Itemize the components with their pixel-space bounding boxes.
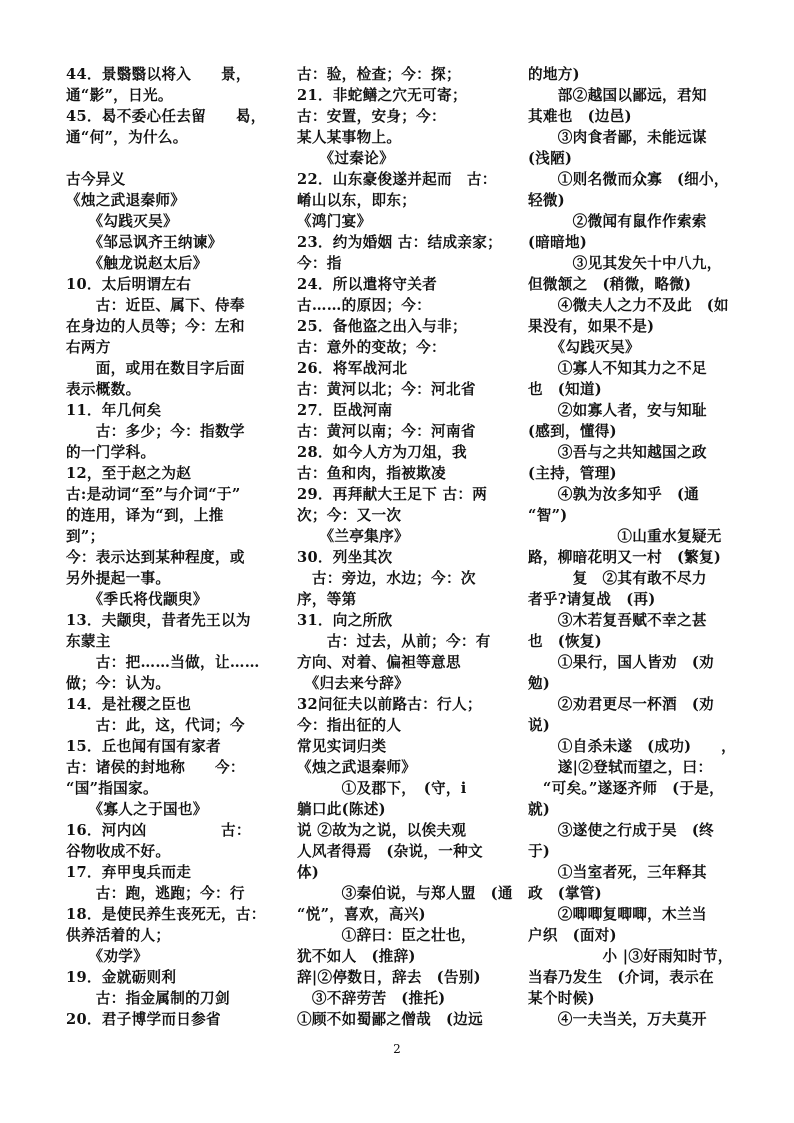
text-line: ①果行，国人皆劝 (劝 <box>528 654 714 671</box>
text-line: 通“影”，日光。 <box>66 87 173 104</box>
text-line: 古今异义 <box>66 171 126 188</box>
text-line: ②微闻有鼠作作索索 <box>528 213 707 230</box>
text-line: 《勾践灭吴》 <box>528 339 640 356</box>
text-line: 某个时候) <box>528 990 595 1007</box>
text-line: 人风者得焉 (杂说，一种文 <box>297 843 483 860</box>
text-line: 当春乃发生 (介词，表示在 <box>528 969 714 986</box>
text-line: 也 (知道) <box>528 381 602 398</box>
text-column-right <box>528 64 740 1030</box>
text-line: 古：意外的变故；今： <box>297 339 446 356</box>
text-line: 部②越国以鄙远，君知 <box>528 87 707 104</box>
text-line: ①当室者死，三年释其 <box>528 864 707 881</box>
text-line: 古：黄河以南；今：河南省 <box>297 423 476 440</box>
text-line: 《触龙说赵太后》 <box>66 255 208 272</box>
text-line: ④孰为汝多知乎 (通 <box>528 486 700 503</box>
text-line: 常见实词归类 <box>297 738 387 755</box>
text-line: 古：安置，安身；今： <box>297 108 446 125</box>
text-line: 的地方) <box>528 66 580 83</box>
text-line: 《邹忌讽齐王纳谏》 <box>66 234 223 251</box>
text-line: 说) <box>528 717 551 734</box>
text-line: 勉) <box>528 675 551 692</box>
text-line: 《兰亭集序》 <box>297 528 409 545</box>
text-line: 24．所以遣将守关者 <box>297 276 438 293</box>
text-line: 于) <box>528 843 551 860</box>
text-line: 就) <box>528 801 551 818</box>
text-line: 22．山东豪俊遂并起而 古： <box>297 171 497 188</box>
page-number: 2 <box>393 1042 401 1056</box>
text-line: ①自杀未遂 (成功) ， <box>528 738 737 755</box>
text-line: 31．向之所欣 <box>297 612 393 629</box>
text-line: 45．曷不委心任去留 曷， <box>66 108 266 125</box>
text-line: 但微颔之 (稍微，略微) <box>528 276 692 293</box>
text-line: (浅陋) <box>528 150 573 167</box>
text-line: 在身边的人员等；今：左和 <box>66 318 245 335</box>
text-line: 体) <box>297 864 320 881</box>
text-line: 今：指出征的人 <box>297 717 402 734</box>
text-line: 29．再拜献大王足下 古：两 <box>297 486 488 503</box>
text-line: 遂|②登轼而望之，曰： <box>528 759 713 776</box>
text-line: 古……的原因；今： <box>297 297 432 314</box>
text-line: 古：多少；今：指数学 <box>66 423 245 440</box>
text-line: 的一门学科。 <box>66 444 156 461</box>
text-line: 到”； <box>66 528 105 545</box>
text-line: 17．弃甲曳兵而走 <box>66 864 192 881</box>
text-column-left <box>66 64 276 1030</box>
text-line: 10．太后明谓左右 <box>66 276 192 293</box>
text-line: ③见其发矢十中八九， <box>528 255 722 272</box>
text-line <box>66 148 276 169</box>
text-line: 28．如今人方为刀俎，我 <box>297 444 467 461</box>
text-line: 古：鱼和肉，指被欺凌 <box>297 465 446 482</box>
text-line: 其难也 (边邑) <box>528 108 632 125</box>
text-line: 崤山以东，即东； <box>297 192 417 209</box>
text-line: 《归去来兮辞》 <box>297 675 409 692</box>
text-line: 做；今：认为。 <box>66 675 171 692</box>
text-line: 21．非蛇鳝之穴无可寄； <box>297 87 467 104</box>
text-line: 面，或用在数目字后面 <box>66 360 245 377</box>
text-line: 古：过去，从前；今：有 <box>297 633 491 650</box>
text-line: ③遂使之行成于吴 (终 <box>528 822 714 839</box>
text-line: 者乎?请复战 (再) <box>528 591 656 608</box>
text-line: ③肉食者鄙，未能远谋 <box>528 129 707 146</box>
text-line: 《寡人之于国也》 <box>66 801 208 818</box>
text-line: 11．年几何矣 <box>66 402 162 419</box>
text-line: ③秦伯说，与郑人盟 (通 <box>297 885 513 902</box>
text-line: ③木若复吾赋不幸之甚 <box>528 612 707 629</box>
text-line: ①顾不如蜀鄙之僧哉 (边远 <box>297 1011 483 1028</box>
text-line: 东蒙主 <box>66 633 111 650</box>
text-line: 《烛之武退秦师》 <box>66 192 186 209</box>
text-line: ②如寡人者，安与知耻 <box>528 402 707 419</box>
text-line: “悦”，喜欢，高兴) <box>297 906 426 923</box>
text-line: 右两方 <box>66 339 111 356</box>
text-line: 次；今：又一次 <box>297 507 402 524</box>
text-line: 27．臣战河南 <box>297 402 393 419</box>
text-line: “可矣。”遂逐齐师 (于是， <box>528 780 725 797</box>
text-line: 躺口此(陈述) <box>297 801 386 818</box>
text-line: 古：指金属制的刀剑 <box>66 990 230 1007</box>
text-line: 今：表示达到某种程度，或 <box>66 549 245 566</box>
text-line: 政 (掌管) <box>528 885 602 902</box>
text-line: 古：近臣、属下、侍奉 <box>66 297 245 314</box>
text-line: 古：诸侯的封地称 今： <box>66 759 245 776</box>
text-line: (主持，管理) <box>528 465 617 482</box>
text-line: ①寡人不知其力之不足 <box>528 360 707 377</box>
text-line: (感到，懂得) <box>528 423 617 440</box>
text-line: “智”) <box>528 507 568 524</box>
text-line: ④一夫当关，万夫莫开 <box>528 1011 707 1028</box>
text-line: 30．列坐其次 <box>297 549 393 566</box>
text-line: 小 |③好雨知时节， <box>528 948 733 965</box>
text-line: 说 ②故为之说，以俟夫观 <box>297 822 467 839</box>
text-line: 供养活着的人； <box>66 927 171 944</box>
text-line: 《烛之武退秦师》 <box>297 759 417 776</box>
text-line: 古：旁边，水边；今：次 <box>297 570 476 587</box>
text-line: 25．备他盗之出入与非； <box>297 318 467 335</box>
text-line: 复 ②其有敢不尽力 <box>528 570 707 587</box>
text-line: 16．河内凶 古： <box>66 822 251 839</box>
text-line: 古：跑，逃跑；今：行 <box>66 885 245 902</box>
text-line: 也 (恢复) <box>528 633 602 650</box>
text-line: ①及郡下， (守，i <box>297 780 467 797</box>
text-line: 14．是社稷之臣也 <box>66 696 192 713</box>
text-line: ①山重水复疑无 <box>528 528 722 545</box>
text-line: 轻微) <box>528 192 565 209</box>
text-line: 12，至于赵之为赵 <box>66 465 192 482</box>
text-line: 《勾践灭吴》 <box>66 213 178 230</box>
text-line: 13．夫颛臾，昔者先王以为 <box>66 612 251 629</box>
text-line: 《季氏将伐颛臾》 <box>66 591 208 608</box>
text-line: 古：验，检查；今：探； <box>297 66 461 83</box>
text-line: 18．是使民养生丧死无，古： <box>66 906 266 923</box>
text-line: 32问征夫以前路古：行人； <box>297 696 482 713</box>
text-line: ③吾与之共知越国之政 <box>528 444 707 461</box>
text-line: ④微夫人之力不及此 (如 <box>528 297 729 314</box>
text-line: 20．君子博学而日参省 <box>66 1011 221 1028</box>
text-line: ②唧唧复唧唧，木兰当 <box>528 906 707 923</box>
text-line: 19．金就砺则利 <box>66 969 177 986</box>
text-line: 今：指 <box>297 255 342 272</box>
text-line: 方向、对着、偏袒等意思 <box>297 654 461 671</box>
text-line: “国”指国家。 <box>66 780 158 797</box>
text-line: 的连用，译为“到，上推 <box>66 507 224 524</box>
text-line: 表示概数。 <box>66 381 141 398</box>
text-line: (暗暗地) <box>528 234 588 251</box>
text-line: 《鸿门宴》 <box>297 213 372 230</box>
text-line: 某人某事物上。 <box>297 129 402 146</box>
text-line: ①则名微而众寡 (细小， <box>528 171 729 188</box>
text-line: 《过秦论》 <box>297 150 394 167</box>
text-line: 古：此，这，代词；今 <box>66 717 245 734</box>
text-line: ③不辞劳苦 (推托) <box>297 990 446 1007</box>
text-line: 户织 (面对) <box>528 927 617 944</box>
text-line: 古:是动词“至”与介词“于” <box>66 486 241 503</box>
text-column-middle <box>297 64 513 1030</box>
text-line: 《劝学》 <box>66 948 149 965</box>
text-line: 辞|②停数日，辞去 (告别) <box>297 969 481 986</box>
text-line: 果没有，如果不是) <box>528 318 655 335</box>
text-line: 44．景翳翳以将入 景， <box>66 66 251 83</box>
text-line: 23．约为婚姻 古：结成亲家； <box>297 234 503 251</box>
text-line: 序，等第 <box>297 591 357 608</box>
text-line: 谷物收成不好。 <box>66 843 171 860</box>
text-line: ②劝君更尽一杯酒 (劝 <box>528 696 714 713</box>
text-line: 另外提起一事。 <box>66 570 171 587</box>
text-line: 古：把……当做，让…… <box>66 654 260 671</box>
text-line: ①辞曰：臣之壮也， <box>297 927 476 944</box>
text-line: 古：黄河以北；今：河北省 <box>297 381 476 398</box>
text-line: 通“何”，为什么。 <box>66 129 188 146</box>
text-line: 26．将军战河北 <box>297 360 408 377</box>
text-line: 15．丘也闻有国有家者 <box>66 738 221 755</box>
text-line: 路，柳暗花明又一村 (繁复) <box>528 549 722 566</box>
text-line: 犹不如人 (推辞) <box>297 948 416 965</box>
